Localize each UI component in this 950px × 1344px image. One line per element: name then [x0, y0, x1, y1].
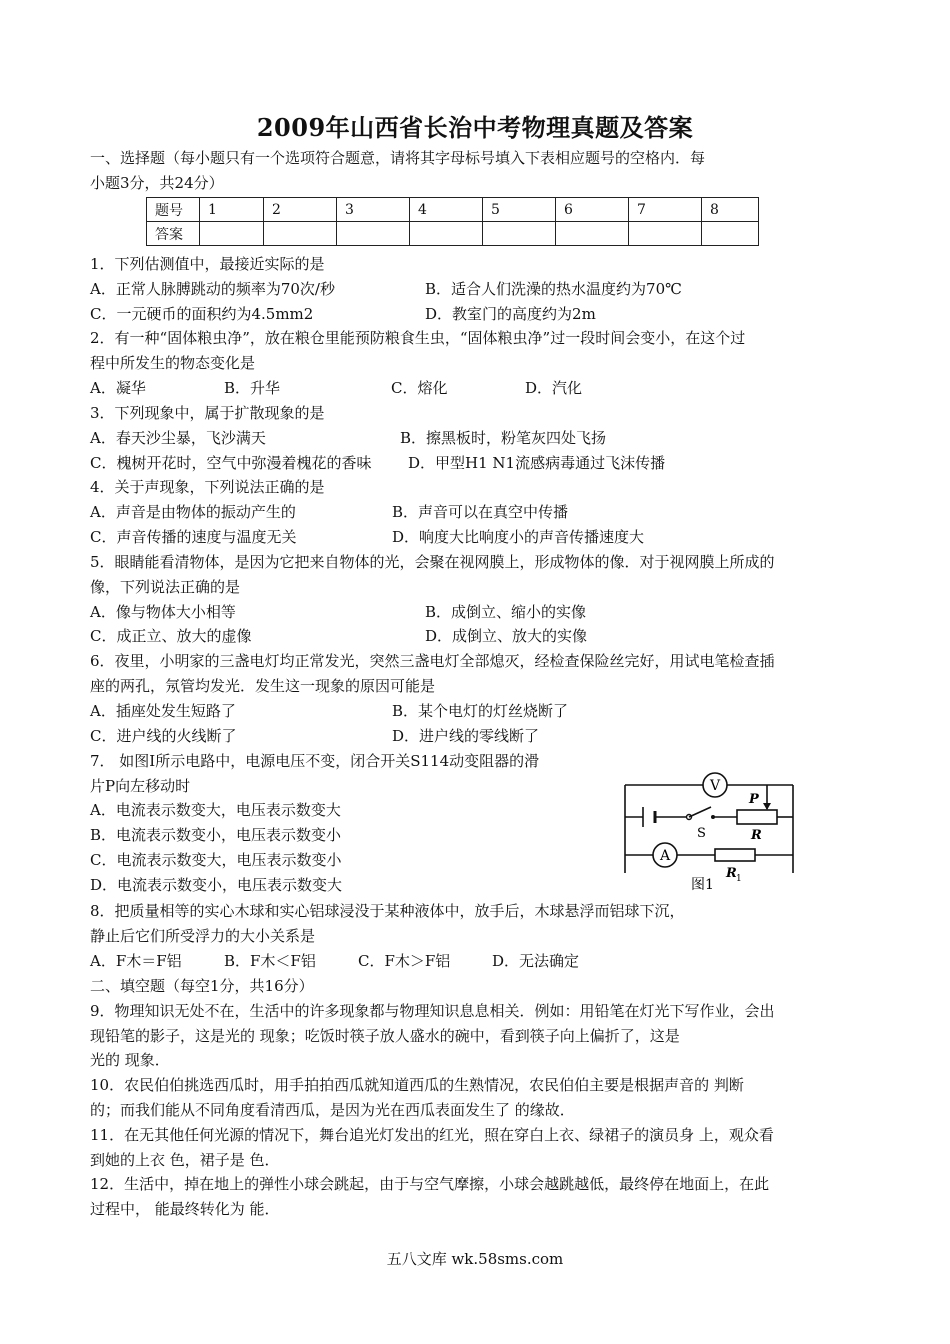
answer-cell-6[interactable] [556, 222, 629, 246]
q1-option-d: D．教室门的高度约为2m [425, 305, 596, 323]
answer-cell-4[interactable] [410, 222, 483, 246]
question-5-stem: 5．眼睛能看清物体，是因为它把来自物体的光，会聚在视网膜上，形成物体的像．对于视网膜上所成的 [90, 553, 775, 571]
slider-label: P [749, 792, 759, 807]
table-header-cell: 题号 [147, 198, 200, 222]
table-cell: 1 [200, 198, 264, 222]
question-6-stem-cont: 座的两孔，氖管均发光．发生这一现象的原因可能是 [90, 677, 436, 695]
q5-option-b: B．成倒立、缩小的实像 [425, 603, 587, 621]
q2-option-b: B．升华 [224, 379, 281, 397]
section1-heading: 一、选择题（每小题只有一个选项符合题意，请将其字母标号填入下表相应题号的空格内．每 [90, 149, 706, 167]
table-cell: 5 [483, 198, 556, 222]
question-9-line3: 光的 现象． [90, 1051, 170, 1069]
question-2-stem: 2．有一种“固体粮虫净”，放在粮仓里能预防粮食生虫，“固体粮虫净”过一段时间会变小，在这个过 [90, 329, 746, 347]
question-10-line2: 的；而我们能从不同角度看清西瓜，是因为光在西瓜表面发生了 的缘故． [90, 1101, 575, 1119]
q4-option-c: C．声音传播的速度与温度无关 [90, 528, 297, 546]
question-11-line1: 11．在无其他任何光源的情况下，舞台追光灯发出的红光，照在穿白上衣、绿裙子的演员身 上，观众看 [90, 1126, 774, 1144]
resistor-r1 [715, 849, 755, 861]
page-title: 2009年山西省长治中考物理真题及答案 [256, 113, 694, 142]
question-2-stem-cont: 程中所发生的物态变化是 [90, 354, 256, 372]
footer-watermark: 五八文库 wk.58sms.com [386, 1250, 564, 1268]
q4-option-a: A．声音是由物体的振动产生的 [90, 503, 296, 521]
q1-option-a: A．正常人脉膊跳动的频率为70次/秒 [90, 280, 335, 298]
q6-option-d: D．进户线的零线断了 [392, 727, 540, 745]
question-10-line1: 10．农民伯伯挑选西瓜时，用手拍拍西瓜就知道西瓜的生熟情况，农民伯伯主要是根据声音的 判断 [90, 1076, 744, 1094]
q6-option-b: B．某个电灯的灯丝烧断了 [392, 702, 569, 720]
question-4-stem: 4．关于声现象，下列说法正确的是 [90, 478, 325, 496]
resistor-subscript: 1 [736, 874, 742, 884]
question-12-line1: 12．生活中，掉在地上的弹性小球会跳起，由于与空气摩擦，小球会越跳越低，最终停在地面上，在此 [90, 1175, 770, 1193]
resistor-label: R [726, 866, 737, 881]
q3-option-a: A．春天沙尘暴，飞沙满天 [90, 429, 266, 447]
q8-option-d: D．无法确定 [492, 952, 580, 970]
question-3-stem: 3．下列现象中，属于扩散现象的是 [90, 404, 325, 422]
table-row [147, 222, 759, 246]
table-cell: 2 [264, 198, 337, 222]
rheostat [737, 810, 777, 824]
answer-table [146, 197, 759, 246]
question-1-stem: 1．下列估测值中，最接近实际的是 [90, 255, 325, 273]
q6-option-c: C．进户线的火线断了 [90, 727, 237, 745]
slider-arrow [763, 803, 771, 810]
q8-option-b: B．F木＜F铝 [224, 952, 316, 970]
question-8-stem: 8．把质量相等的实心木球和实心铝球浸没于某种液体中，放手后，木球悬浮而铝球下沉， [90, 902, 685, 920]
answer-cell-7[interactable] [629, 222, 702, 246]
answer-cell-1[interactable] [200, 222, 264, 246]
q3-option-b: B．擦黑板时，粉笔灰四处飞扬 [400, 429, 607, 447]
question-9-line1: 9．物理知识无处不在，生活中的许多现象都与物理知识息息相关．例如：用铅笔在灯光下写作业，会出 [90, 1002, 775, 1020]
question-7-stem-cont: 片P向左移动时 [90, 777, 191, 795]
answer-cell-8[interactable] [702, 222, 759, 246]
q4-option-d: D．响度大比响度小的声音传播速度大 [392, 528, 645, 546]
switch-blade [689, 807, 711, 817]
answer-cell-5[interactable] [483, 222, 556, 246]
table-header-cell: 答案 [147, 222, 200, 246]
q2-option-a: A．凝华 [90, 379, 146, 397]
table-cell: 3 [337, 198, 410, 222]
answer-cell-2[interactable] [264, 222, 337, 246]
table-cell: 8 [702, 198, 759, 222]
table-cell: 6 [556, 198, 629, 222]
q6-option-a: A．插座处发生短路了 [90, 702, 236, 720]
circuit-diagram [615, 765, 815, 893]
ammeter-label: A [659, 848, 671, 864]
question-12-line2: 过程中， 能最终转化为 能． [90, 1200, 280, 1218]
q1-option-b: B．适合人们洗澡的热水温度约为70℃ [425, 280, 682, 298]
q5-option-c: C．成正立、放大的虚像 [90, 627, 252, 645]
question-9-line2: 现铅笔的影子，这是光的 现象；吃饭时筷子放人盛水的碗中，看到筷子向上偏折了，这是 [90, 1027, 680, 1045]
answer-cell-3[interactable] [337, 222, 410, 246]
q4-option-b: B．声音可以在真空中传播 [392, 503, 569, 521]
q8-option-a: A．F木＝F铝 [90, 952, 182, 970]
q1-option-c: C．一元硬币的面积约为4.5mm2 [90, 305, 314, 323]
q2-option-d: D．汽化 [525, 379, 583, 397]
question-11-line2: 到她的上衣 色，裙子是 色． [90, 1151, 280, 1169]
question-8-stem-cont: 静止后它们所受浮力的大小关系是 [90, 927, 316, 945]
q2-option-c: C．熔化 [391, 379, 448, 397]
q7-option-c: C．电流表示数变大，电压表示数变小 [90, 851, 342, 869]
q3-option-c: C．槐树开花时，空气中弥漫着槐花的香味 [90, 454, 372, 472]
switch-contact [711, 815, 715, 819]
q7-option-b: B．电流表示数变小，电压表示数变小 [90, 826, 342, 844]
q5-option-d: D．成倒立、放大的实像 [425, 627, 588, 645]
question-7-stem: 7． 如图I所示电路中，电源电压不变，闭合开关S114动变阻器的滑 [90, 752, 540, 770]
q7-option-a: A．电流表示数变大，电压表示数变大 [90, 801, 341, 819]
q8-option-c: C．F木＞F铝 [358, 952, 451, 970]
figure-caption: 图1 [691, 877, 714, 893]
table-cell: 4 [410, 198, 483, 222]
section1-heading-cont: 小题3分，共24分） [90, 174, 224, 192]
section2-heading: 二、填空题（每空1分，共16分） [90, 977, 314, 995]
voltmeter-label: V [709, 778, 721, 794]
table-row [147, 198, 759, 222]
table-cell: 7 [629, 198, 702, 222]
rheostat-label: R [751, 828, 762, 843]
q3-option-d: D．甲型H1 N1流感病毒通过飞沫传播 [408, 454, 666, 472]
q7-option-d: D．电流表示数变小，电压表示数变大 [90, 876, 343, 894]
question-6-stem: 6．夜里，小明家的三盏电灯均正常发光，突然三盏电灯全部熄灭，经检查保险丝完好，用试电笔检查插 [90, 652, 775, 670]
switch-label: S [697, 826, 706, 841]
question-5-stem-cont: 像，下列说法正确的是 [90, 578, 241, 596]
q5-option-a: A．像与物体大小相等 [90, 603, 236, 621]
